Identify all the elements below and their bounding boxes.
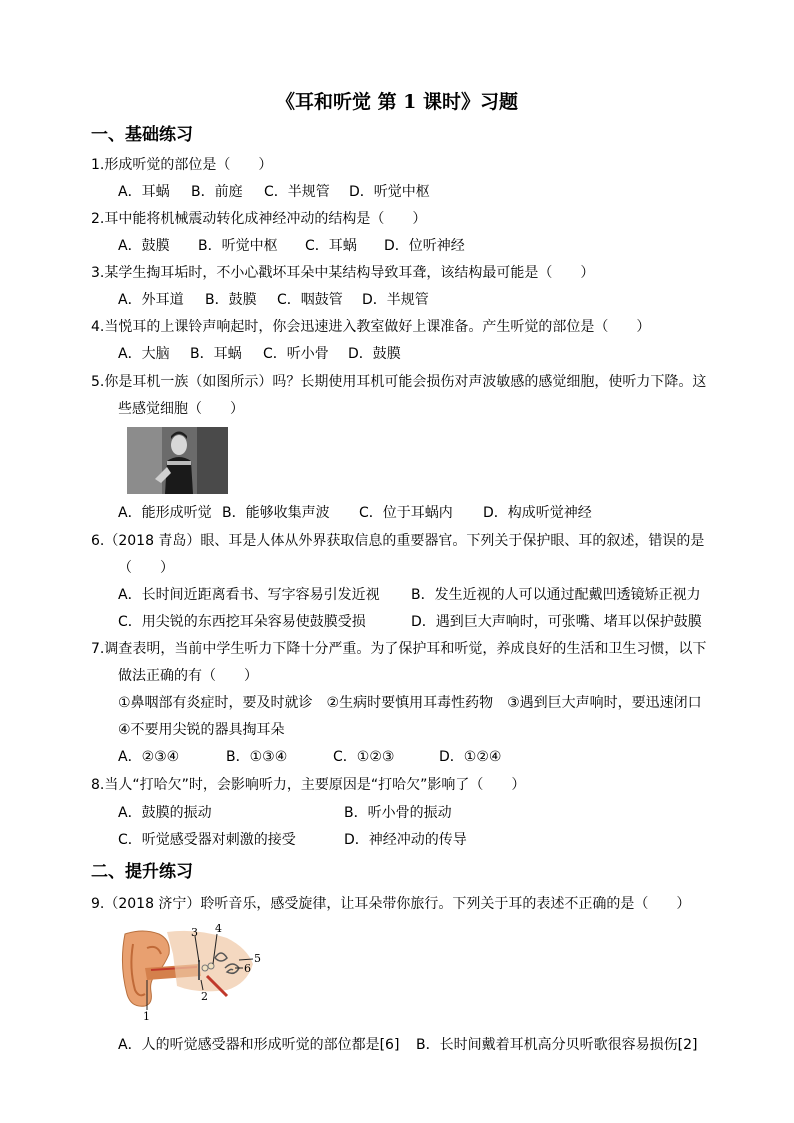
question-8-options-row2 [118, 829, 467, 849]
q6-option-c[interactable]: C．用尖锐的东西挖耳朵容易使鼓膜受损 [118, 614, 366, 630]
question-1-stem: 1.形成听觉的部位是（ ） [91, 157, 273, 173]
question-6-stem-line1: 6.（2018 青岛）眼、耳是人体从外界获取信息的重要器官。下列关于保护眼、耳的叙述，错误的是 [91, 533, 705, 549]
q4-option-b[interactable]: B．耳蜗 [190, 346, 242, 362]
earphone-user-photo [127, 427, 228, 494]
ear-label-5: 5 [254, 952, 261, 965]
question-5-options [118, 502, 592, 522]
section-heading-advanced: 二、提升练习 [91, 862, 193, 882]
q6-option-b[interactable]: B．发生近视的人可以通过配戴凹透镜矫正视力 [411, 587, 701, 603]
question-7-items-line2: ④不要用尖锐的器具掏耳朵 [118, 722, 285, 738]
question-6-stem-line2: （ ） [118, 560, 174, 576]
q7-option-d[interactable]: D．①②④ [439, 749, 502, 765]
q3-option-c[interactable]: C．咽鼓管 [277, 292, 343, 308]
ear-structure-diagram [117, 924, 267, 1020]
question-7-stem-line1: 7.调查表明，当前中学生听力下降十分严重。为了保护耳和听觉，养成良好的生活和卫生习惯，以下 [91, 641, 707, 657]
question-2-options [118, 235, 465, 255]
ear-label-6: 6 [244, 962, 251, 975]
q3-option-d[interactable]: D．半规管 [362, 292, 429, 308]
question-2-stem: 2.耳中能将机械震动转化成神经冲动的结构是（ ） [91, 211, 427, 227]
question-6-options-row1 [118, 584, 701, 604]
ear-label-3: 3 [191, 926, 198, 939]
question-7-items-line1: ①鼻咽部有炎症时，要及时就诊 ②生病时要慎用耳毒性药物 ③遇到巨大声响时，要迅速闭口 [118, 695, 702, 711]
question-5-stem-line2: 些感觉细胞（ ） [118, 401, 244, 417]
question-1-options [118, 181, 430, 201]
question-9-stem: 9.（2018 济宁）聆听音乐，感受旋律，让耳朵带你旅行。下列关于耳的表述不正确的是（ ） [91, 896, 691, 912]
question-4-stem: 4.当悦耳的上课铃声响起时，你会迅速进入教室做好上课准备。产生听觉的部位是（ ） [91, 319, 651, 335]
q2-option-c[interactable]: C．耳蜗 [305, 238, 357, 254]
question-3-options [118, 289, 429, 309]
question-4-options [118, 343, 401, 363]
q3-option-b[interactable]: B．鼓膜 [205, 292, 257, 308]
question-7-stem-line2: 做法正确的有（ ） [118, 668, 258, 684]
section-heading-basic: 一、基础练习 [91, 125, 193, 145]
q6-option-a[interactable]: A．长时间近距离看书、写字容易引发近视 [118, 587, 380, 603]
q8-option-a[interactable]: A．鼓膜的振动 [118, 805, 212, 821]
question-9-options [118, 1034, 697, 1054]
q1-option-d[interactable]: D．听觉中枢 [349, 184, 430, 200]
question-8-stem: 8.当人“打哈欠”时，会影响听力，主要原因是“打哈欠”影响了（ ） [91, 777, 526, 793]
q7-option-a[interactable]: A．②③④ [118, 749, 180, 765]
q1-option-a[interactable]: A．耳蜗 [118, 184, 170, 200]
q3-option-a[interactable]: A．外耳道 [118, 292, 184, 308]
ear-label-4: 4 [215, 924, 222, 935]
q5-option-b[interactable]: B．能够收集声波 [222, 505, 330, 521]
q4-option-a[interactable]: A．大脑 [118, 346, 170, 362]
q1-option-b[interactable]: B．前庭 [191, 184, 243, 200]
q7-option-b[interactable]: B．①③④ [226, 749, 288, 765]
q6-option-d[interactable]: D．遇到巨大声响时，可张嘴、堵耳以保护鼓膜 [411, 614, 702, 630]
question-7-options [118, 746, 501, 766]
q4-option-d[interactable]: D．鼓膜 [348, 346, 401, 362]
ear-label-1: 1 [143, 1010, 150, 1020]
ear-label-2: 2 [201, 990, 208, 1003]
q8-option-c[interactable]: C．听觉感受器对刺激的接受 [118, 832, 296, 848]
q5-option-c[interactable]: C．位于耳蜗内 [359, 505, 453, 521]
q2-option-d[interactable]: D．位听神经 [384, 238, 465, 254]
q9-option-b[interactable]: B．长时间戴着耳机高分贝听歌很容易损伤[2] [416, 1037, 698, 1053]
q2-option-a[interactable]: A．鼓膜 [118, 238, 170, 254]
q7-option-c[interactable]: C．①②③ [333, 749, 395, 765]
question-5-stem-line1: 5.你是耳机一族（如图所示）吗？长期使用耳机可能会损伤对声波敏感的感觉细胞，使听力下降。这 [91, 374, 707, 390]
q2-option-b[interactable]: B．听觉中枢 [198, 238, 278, 254]
question-8-options-row1 [118, 802, 452, 822]
q4-option-c[interactable]: C．听小骨 [263, 346, 329, 362]
q8-option-d[interactable]: D．神经冲动的传导 [344, 832, 467, 848]
q9-option-a[interactable]: A．人的听觉感受器和形成听觉的部位都是[6] [118, 1037, 400, 1053]
q8-option-b[interactable]: B．听小骨的振动 [344, 805, 452, 821]
q5-option-d[interactable]: D．构成听觉神经 [483, 505, 592, 521]
question-3-stem: 3.某学生掏耳垢时，不小心戳坏耳朵中某结构导致耳聋，该结构最可能是（ ） [91, 265, 595, 281]
question-6-options-row2 [118, 611, 702, 631]
q1-option-c[interactable]: C．半规管 [264, 184, 330, 200]
q5-option-a[interactable]: A．能形成听觉 [118, 505, 212, 521]
page-title: 《耳和听觉 第 1 课时》习题 [275, 91, 519, 113]
